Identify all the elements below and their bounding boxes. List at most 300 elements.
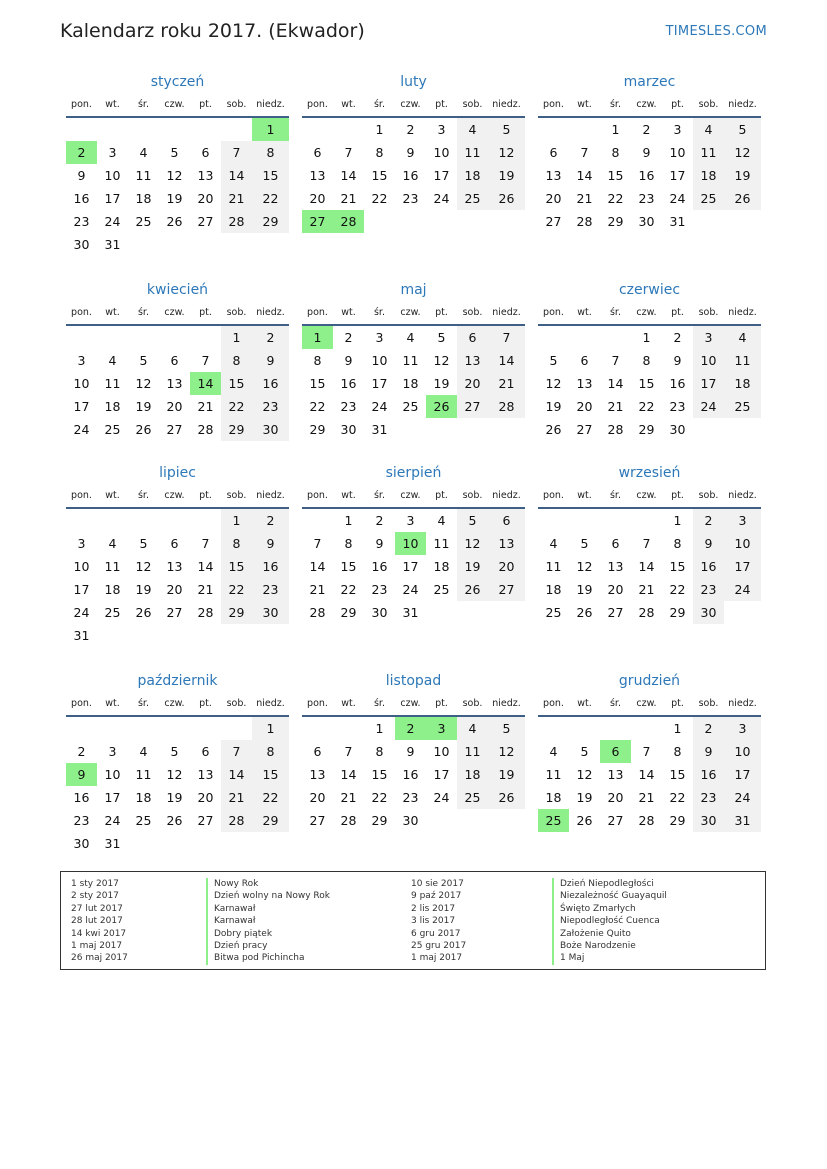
day-cell: 16 bbox=[252, 555, 289, 578]
day-cell: 8 bbox=[252, 740, 289, 763]
weekday-header bbox=[538, 693, 761, 717]
day-cell: 5 bbox=[139, 536, 148, 551]
day-cell: 18 bbox=[693, 164, 724, 187]
day-cell: 24 bbox=[104, 813, 121, 828]
day-cell: 1 bbox=[673, 513, 682, 528]
day-cell: 28 bbox=[607, 422, 624, 437]
empty-day-cell bbox=[128, 717, 159, 740]
day-cell: 15 bbox=[221, 555, 252, 578]
week-row bbox=[66, 809, 289, 832]
day-cell: 12 bbox=[166, 168, 183, 183]
week-row bbox=[538, 786, 761, 809]
empty-day-cell bbox=[128, 326, 159, 349]
weekday-label: sob. bbox=[226, 698, 247, 709]
day-cell: 19 bbox=[488, 164, 525, 187]
weekday-label: śr. bbox=[609, 698, 621, 709]
day-cell: 21 bbox=[638, 790, 655, 805]
week-row bbox=[302, 349, 525, 372]
legend-column-right-names bbox=[552, 878, 667, 965]
weekday-header bbox=[538, 485, 761, 509]
week-row bbox=[538, 164, 761, 187]
day-cell: 16 bbox=[638, 168, 655, 183]
day-cell: 16 bbox=[371, 559, 388, 574]
month-name: maj bbox=[400, 282, 427, 298]
week-row bbox=[538, 509, 761, 532]
empty-day-cell bbox=[221, 233, 252, 256]
weekday-label: niedz. bbox=[492, 307, 521, 318]
day-cell: 18 bbox=[135, 191, 152, 206]
empty-day-cell bbox=[569, 717, 600, 740]
week-row bbox=[302, 164, 525, 187]
day-cell: 11 bbox=[433, 536, 450, 551]
day-cell: 21 bbox=[197, 582, 214, 597]
holiday-day-cell: 27 bbox=[302, 210, 333, 233]
weekday-label: czw. bbox=[636, 698, 657, 709]
week-row bbox=[538, 578, 761, 601]
holiday-day-cell: 14 bbox=[190, 372, 221, 395]
empty-day-cell bbox=[159, 717, 190, 740]
month-name: październik bbox=[137, 673, 218, 689]
weekday-label: wt. bbox=[341, 698, 356, 709]
day-cell: 9 bbox=[642, 145, 651, 160]
day-cell: 3 bbox=[77, 353, 86, 368]
day-cell: 2 bbox=[693, 717, 724, 740]
day-cell: 9 bbox=[693, 532, 724, 555]
day-cell: 4 bbox=[693, 118, 724, 141]
weekday-label: pon. bbox=[71, 99, 92, 110]
day-cell: 11 bbox=[104, 376, 121, 391]
month-name: wrzesień bbox=[618, 465, 681, 481]
weekday-label: wt. bbox=[577, 490, 592, 501]
weekday-label: sob. bbox=[462, 307, 483, 318]
day-cell: 23 bbox=[73, 813, 90, 828]
day-cell: 22 bbox=[371, 191, 388, 206]
day-cell: 9 bbox=[252, 532, 289, 555]
day-cell: 8 bbox=[221, 532, 252, 555]
day-cell: 10 bbox=[433, 145, 450, 160]
day-cell: 24 bbox=[724, 578, 761, 601]
day-cell: 1 bbox=[221, 509, 252, 532]
legend-holiday-name: Dzień Niepodległości bbox=[552, 878, 667, 890]
week-row bbox=[66, 532, 289, 555]
day-cell: 4 bbox=[437, 513, 446, 528]
weekday-header bbox=[538, 94, 761, 118]
day-cell: 4 bbox=[724, 326, 761, 349]
week-row bbox=[66, 395, 289, 418]
week-row bbox=[66, 164, 289, 187]
weekday-label: sob. bbox=[698, 99, 719, 110]
empty-day-cell bbox=[724, 418, 761, 441]
day-cell: 21 bbox=[488, 372, 525, 395]
weekday-label: czw. bbox=[636, 99, 657, 110]
week-row bbox=[302, 763, 525, 786]
week-row bbox=[302, 578, 525, 601]
week-row bbox=[302, 187, 525, 210]
weekday-label: wt. bbox=[341, 307, 356, 318]
day-cell: 28 bbox=[638, 605, 655, 620]
day-cell: 27 bbox=[545, 214, 562, 229]
empty-day-cell bbox=[457, 601, 488, 624]
day-cell: 22 bbox=[252, 187, 289, 210]
week-row bbox=[538, 601, 761, 624]
day-cell: 17 bbox=[724, 763, 761, 786]
day-cell: 24 bbox=[73, 605, 90, 620]
weekday-label: wt. bbox=[341, 99, 356, 110]
day-cell: 30 bbox=[669, 422, 686, 437]
day-cell: 16 bbox=[693, 763, 724, 786]
day-cell: 31 bbox=[104, 836, 121, 851]
day-cell: 22 bbox=[309, 399, 326, 414]
day-cell: 7 bbox=[344, 744, 353, 759]
day-cell: 24 bbox=[371, 399, 388, 414]
day-cell: 20 bbox=[607, 790, 624, 805]
day-cell: 18 bbox=[433, 559, 450, 574]
day-cell: 20 bbox=[166, 582, 183, 597]
day-cell: 6 bbox=[488, 509, 525, 532]
weekday-label: niedz. bbox=[492, 99, 521, 110]
day-cell: 7 bbox=[313, 536, 322, 551]
legend-holiday-name: Założenie Quito bbox=[552, 928, 667, 940]
day-cell: 6 bbox=[170, 353, 179, 368]
empty-day-cell bbox=[600, 717, 631, 740]
day-cell: 12 bbox=[433, 353, 450, 368]
day-cell: 24 bbox=[433, 191, 450, 206]
day-cell: 11 bbox=[724, 349, 761, 372]
weekday-label: pon. bbox=[307, 99, 328, 110]
week-row bbox=[66, 372, 289, 395]
day-cell: 21 bbox=[309, 582, 326, 597]
day-cell: 23 bbox=[402, 790, 419, 805]
holiday-day-cell: 1 bbox=[252, 118, 289, 141]
day-cell: 6 bbox=[313, 744, 322, 759]
legend-date: 26 maj 2017 bbox=[71, 953, 128, 964]
empty-day-cell bbox=[190, 509, 221, 532]
empty-day-cell bbox=[221, 832, 252, 855]
day-cell: 12 bbox=[724, 141, 761, 164]
day-cell: 3 bbox=[77, 536, 86, 551]
day-cell: 9 bbox=[77, 168, 86, 183]
weekday-label: sob. bbox=[698, 490, 719, 501]
day-cell: 3 bbox=[724, 717, 761, 740]
day-cell: 7 bbox=[580, 145, 589, 160]
empty-day-cell bbox=[159, 326, 190, 349]
day-cell: 20 bbox=[607, 582, 624, 597]
day-cell: 20 bbox=[576, 399, 593, 414]
weekday-label: pon. bbox=[307, 490, 328, 501]
day-cell: 19 bbox=[135, 399, 152, 414]
empty-day-cell bbox=[128, 233, 159, 256]
day-cell: 6 bbox=[457, 326, 488, 349]
empty-day-cell bbox=[395, 210, 426, 233]
empty-day-cell bbox=[724, 210, 761, 233]
day-cell: 5 bbox=[549, 353, 558, 368]
day-cell: 4 bbox=[406, 330, 415, 345]
day-cell: 4 bbox=[457, 717, 488, 740]
weekday-label: pon. bbox=[71, 490, 92, 501]
weekday-label: czw. bbox=[636, 307, 657, 318]
empty-day-cell bbox=[488, 210, 525, 233]
day-cell: 18 bbox=[545, 582, 562, 597]
month-name: styczeń bbox=[150, 74, 205, 90]
day-cell: 22 bbox=[371, 790, 388, 805]
empty-day-cell bbox=[333, 118, 364, 141]
day-cell: 27 bbox=[166, 605, 183, 620]
day-cell: 17 bbox=[73, 399, 90, 414]
week-row bbox=[302, 141, 525, 164]
week-row bbox=[302, 326, 525, 349]
week-row bbox=[66, 601, 289, 624]
day-cell: 27 bbox=[197, 214, 214, 229]
day-cell: 22 bbox=[669, 582, 686, 597]
day-cell: 10 bbox=[724, 740, 761, 763]
day-cell: 16 bbox=[340, 376, 357, 391]
day-cell: 10 bbox=[433, 744, 450, 759]
empty-day-cell bbox=[569, 509, 600, 532]
day-cell: 11 bbox=[402, 353, 419, 368]
site-link[interactable]: TIMESLES.COM bbox=[665, 24, 767, 39]
empty-day-cell bbox=[128, 509, 159, 532]
month-name: czerwiec bbox=[618, 282, 681, 298]
day-cell: 29 bbox=[371, 813, 388, 828]
holiday-day-cell: 26 bbox=[426, 395, 457, 418]
day-cell: 7 bbox=[611, 353, 620, 368]
day-cell: 6 bbox=[313, 145, 322, 160]
day-cell: 23 bbox=[371, 582, 388, 597]
day-cell: 5 bbox=[580, 536, 589, 551]
day-cell: 15 bbox=[221, 372, 252, 395]
day-cell: 12 bbox=[135, 559, 152, 574]
day-cell: 1 bbox=[673, 721, 682, 736]
day-cell: 22 bbox=[221, 578, 252, 601]
day-cell: 17 bbox=[104, 790, 121, 805]
legend-date: 25 gru 2017 bbox=[411, 940, 467, 951]
day-cell: 5 bbox=[488, 118, 525, 141]
month-5 bbox=[302, 278, 525, 441]
day-cell: 9 bbox=[375, 536, 384, 551]
week-row bbox=[66, 740, 289, 763]
weekday-header bbox=[66, 485, 289, 509]
day-cell: 18 bbox=[724, 372, 761, 395]
day-cell: 20 bbox=[457, 372, 488, 395]
weekday-header bbox=[66, 693, 289, 717]
week-row bbox=[66, 509, 289, 532]
empty-day-cell bbox=[693, 418, 724, 441]
day-cell: 17 bbox=[402, 559, 419, 574]
week-row bbox=[66, 717, 289, 740]
empty-day-cell bbox=[569, 326, 600, 349]
day-cell: 13 bbox=[576, 376, 593, 391]
day-cell: 17 bbox=[669, 168, 686, 183]
day-cell: 19 bbox=[457, 555, 488, 578]
weekday-label: pon. bbox=[71, 307, 92, 318]
empty-day-cell bbox=[66, 326, 97, 349]
day-cell: 5 bbox=[437, 330, 446, 345]
day-cell: 3 bbox=[108, 744, 117, 759]
day-cell: 28 bbox=[576, 214, 593, 229]
day-cell: 16 bbox=[693, 555, 724, 578]
legend-date: 28 lut 2017 bbox=[71, 916, 123, 927]
day-cell: 25 bbox=[104, 605, 121, 620]
day-cell: 13 bbox=[309, 767, 326, 782]
empty-day-cell bbox=[488, 809, 525, 832]
day-cell: 13 bbox=[197, 168, 214, 183]
day-cell: 28 bbox=[638, 813, 655, 828]
day-cell: 9 bbox=[693, 740, 724, 763]
holiday-day-cell: 1 bbox=[302, 326, 333, 349]
holiday-day-cell: 28 bbox=[333, 210, 364, 233]
empty-day-cell bbox=[488, 601, 525, 624]
weekday-header bbox=[302, 693, 525, 717]
day-cell: 18 bbox=[402, 376, 419, 391]
empty-day-cell bbox=[190, 233, 221, 256]
legend-date: 2 lis 2017 bbox=[411, 903, 456, 914]
day-cell: 28 bbox=[309, 605, 326, 620]
empty-day-cell bbox=[302, 118, 333, 141]
day-cell: 12 bbox=[488, 141, 525, 164]
week-row bbox=[66, 210, 289, 233]
month-name: lipiec bbox=[159, 465, 196, 481]
holiday-legend bbox=[60, 871, 766, 970]
day-cell: 26 bbox=[488, 786, 525, 809]
day-cell: 20 bbox=[166, 399, 183, 414]
day-cell: 1 bbox=[375, 721, 384, 736]
day-cell: 23 bbox=[638, 191, 655, 206]
day-cell: 28 bbox=[488, 395, 525, 418]
day-cell: 13 bbox=[197, 767, 214, 782]
day-cell: 27 bbox=[457, 395, 488, 418]
weekday-label: śr. bbox=[609, 490, 621, 501]
empty-day-cell bbox=[569, 118, 600, 141]
empty-day-cell bbox=[631, 509, 662, 532]
weekday-label: czw. bbox=[400, 490, 421, 501]
holiday-day-cell: 25 bbox=[538, 809, 569, 832]
empty-day-cell bbox=[159, 832, 190, 855]
weekday-label: śr. bbox=[609, 307, 621, 318]
weekday-label: pt. bbox=[435, 490, 448, 501]
day-cell: 21 bbox=[607, 399, 624, 414]
week-row bbox=[302, 372, 525, 395]
day-cell: 15 bbox=[371, 168, 388, 183]
day-cell: 16 bbox=[73, 191, 90, 206]
day-cell: 29 bbox=[309, 422, 326, 437]
day-cell: 24 bbox=[433, 790, 450, 805]
month-9 bbox=[538, 461, 761, 624]
legend-date: 27 lut 2017 bbox=[71, 903, 123, 914]
day-cell: 25 bbox=[457, 187, 488, 210]
day-cell: 12 bbox=[135, 376, 152, 391]
week-row bbox=[538, 717, 761, 740]
day-cell: 7 bbox=[642, 744, 651, 759]
legend-date: 2 sty 2017 bbox=[71, 891, 119, 902]
day-cell: 29 bbox=[221, 418, 252, 441]
week-row bbox=[302, 786, 525, 809]
day-cell: 30 bbox=[371, 605, 388, 620]
weekday-label: pon. bbox=[543, 698, 564, 709]
weekday-label: czw. bbox=[636, 490, 657, 501]
day-cell: 24 bbox=[73, 422, 90, 437]
weekday-label: pon. bbox=[71, 698, 92, 709]
weekday-label: śr. bbox=[373, 307, 385, 318]
day-cell: 22 bbox=[221, 395, 252, 418]
holiday-day-cell: 2 bbox=[395, 717, 426, 740]
day-cell: 10 bbox=[104, 767, 121, 782]
day-cell: 11 bbox=[693, 141, 724, 164]
day-cell: 11 bbox=[135, 767, 152, 782]
day-cell: 30 bbox=[252, 601, 289, 624]
day-cell: 13 bbox=[309, 168, 326, 183]
day-cell: 23 bbox=[252, 395, 289, 418]
day-cell: 8 bbox=[252, 141, 289, 164]
weekday-label: czw. bbox=[164, 490, 185, 501]
day-cell: 18 bbox=[104, 582, 121, 597]
day-cell: 30 bbox=[638, 214, 655, 229]
weekday-header bbox=[538, 302, 761, 326]
day-cell: 30 bbox=[340, 422, 357, 437]
day-cell: 26 bbox=[457, 578, 488, 601]
weekday-label: śr. bbox=[609, 99, 621, 110]
day-cell: 16 bbox=[669, 376, 686, 391]
week-row bbox=[66, 786, 289, 809]
day-cell: 29 bbox=[221, 601, 252, 624]
day-cell: 15 bbox=[607, 168, 624, 183]
day-cell: 14 bbox=[488, 349, 525, 372]
day-cell: 7 bbox=[221, 740, 252, 763]
day-cell: 26 bbox=[135, 422, 152, 437]
month-12 bbox=[538, 669, 761, 832]
day-cell: 9 bbox=[252, 349, 289, 372]
empty-day-cell bbox=[538, 717, 569, 740]
weekday-label: sob. bbox=[226, 490, 247, 501]
weekday-label: wt. bbox=[577, 698, 592, 709]
day-cell: 13 bbox=[607, 559, 624, 574]
day-cell: 19 bbox=[488, 763, 525, 786]
day-cell: 7 bbox=[221, 141, 252, 164]
legend-holiday-name: Karnawał bbox=[206, 915, 330, 927]
week-row bbox=[538, 326, 761, 349]
day-cell: 14 bbox=[607, 376, 624, 391]
week-row bbox=[538, 395, 761, 418]
day-cell: 3 bbox=[108, 145, 117, 160]
day-cell: 18 bbox=[135, 790, 152, 805]
day-cell: 18 bbox=[457, 164, 488, 187]
day-cell: 5 bbox=[580, 744, 589, 759]
weekday-label: pt. bbox=[671, 698, 684, 709]
holiday-day-cell: 9 bbox=[66, 763, 97, 786]
holiday-day-cell: 2 bbox=[66, 141, 97, 164]
day-cell: 9 bbox=[673, 353, 682, 368]
day-cell: 19 bbox=[166, 790, 183, 805]
legend-holiday-name: Boże Narodzenie bbox=[552, 940, 667, 952]
empty-day-cell bbox=[221, 624, 252, 647]
weekday-label: pt. bbox=[435, 99, 448, 110]
day-cell: 2 bbox=[344, 330, 353, 345]
weekday-label: czw. bbox=[164, 307, 185, 318]
month-8 bbox=[302, 461, 525, 624]
day-cell: 22 bbox=[607, 191, 624, 206]
month-name: listopad bbox=[385, 673, 442, 689]
weekday-label: czw. bbox=[164, 698, 185, 709]
weekday-header bbox=[302, 302, 525, 326]
day-cell: 17 bbox=[73, 582, 90, 597]
empty-day-cell bbox=[128, 832, 159, 855]
weekday-label: pt. bbox=[671, 490, 684, 501]
empty-day-cell bbox=[252, 832, 289, 855]
weekday-label: sob. bbox=[226, 307, 247, 318]
empty-day-cell bbox=[426, 601, 457, 624]
empty-day-cell bbox=[395, 418, 426, 441]
day-cell: 4 bbox=[108, 536, 117, 551]
week-row bbox=[302, 601, 525, 624]
